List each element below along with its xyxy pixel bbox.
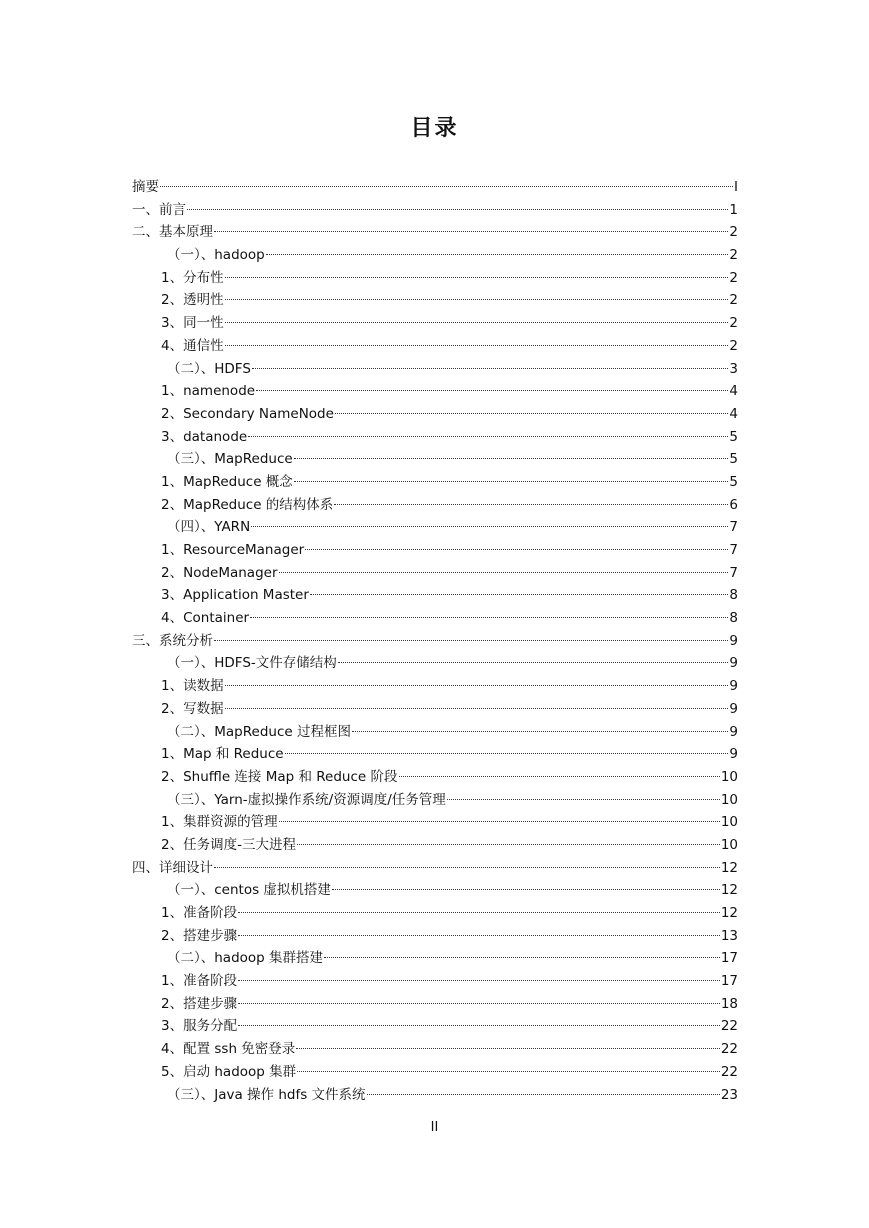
toc-entry-title: （一）、HDFS-文件存储结构 [167, 655, 337, 672]
toc-entry-title: 3、datanode [161, 428, 248, 445]
toc-entry-title: 1、MapReduce 概念 [161, 473, 293, 490]
dot-leader [238, 912, 720, 913]
toc-entry[interactable] [132, 1015, 738, 1038]
toc-entry-page: 10 [720, 791, 738, 808]
toc-entry-page: 9 [729, 700, 738, 717]
toc-entry-page: 5 [729, 428, 738, 445]
toc-entry-title: 1、分布性 [161, 269, 224, 286]
toc-entry[interactable] [132, 857, 738, 880]
dot-leader [187, 209, 728, 210]
toc-entry[interactable] [132, 607, 738, 630]
dot-leader [324, 957, 720, 958]
toc-entry[interactable] [132, 244, 738, 267]
dot-leader [225, 708, 729, 709]
toc-entry-page: 9 [729, 723, 738, 740]
toc-entry-title: 1、ResourceManager [161, 542, 305, 558]
toc-entry-page: 2 [729, 224, 738, 241]
toc-entry[interactable] [132, 1038, 738, 1061]
toc-entry-title: （四）、YARN [167, 519, 251, 536]
toc-entry-page: 10 [720, 768, 738, 785]
dot-leader [335, 413, 728, 414]
toc-entry-title: （三）、Yarn-虚拟操作系统/资源调度/任务管理 [167, 791, 446, 808]
toc-entry[interactable] [132, 176, 738, 199]
dot-leader [256, 390, 728, 391]
page-number: II [430, 1120, 439, 1135]
toc-entry-page: 13 [720, 927, 738, 944]
toc-entry-title: 三、系统分析 [132, 632, 213, 649]
toc-entry-page: 6 [729, 496, 738, 513]
toc-entry[interactable] [132, 562, 738, 585]
toc-entry-page: 18 [720, 995, 738, 1012]
toc-entry-page: 17 [720, 973, 738, 990]
dot-leader [225, 322, 729, 323]
toc-entry[interactable] [132, 902, 738, 925]
toc-entry[interactable] [132, 789, 738, 812]
toc-entry[interactable] [132, 743, 738, 766]
toc-entry-title: 一、前言 [132, 201, 186, 218]
toc-entry-title: （二）、MapReduce 过程框图 [167, 723, 351, 740]
toc-entry-title: 1、准备阶段 [161, 905, 238, 921]
dot-leader [214, 640, 728, 641]
toc-entry-title: 3、Application Master [161, 587, 309, 604]
dot-leader [367, 1094, 720, 1095]
dot-leader [334, 504, 728, 505]
toc-entry[interactable] [132, 652, 738, 675]
toc-entry[interactable] [132, 380, 738, 403]
toc-entry-page: 12 [720, 859, 738, 876]
toc-entry-page: 2 [729, 269, 738, 286]
dot-leader [296, 1048, 720, 1049]
toc-entry[interactable] [132, 1084, 738, 1107]
toc-entry-title: （三）、MapReduce [167, 451, 293, 468]
dot-leader [225, 299, 729, 300]
dot-leader [294, 458, 729, 459]
toc-entry-page: 3 [729, 360, 738, 377]
dot-leader [285, 753, 729, 754]
toc-entry[interactable] [132, 698, 738, 721]
dot-leader [305, 549, 728, 550]
dot-leader [352, 731, 728, 732]
toc-entry-page: 2 [729, 292, 738, 309]
dot-leader [447, 799, 720, 800]
toc-entry-title: （三）、Java 操作 hdfs 文件系统 [167, 1086, 366, 1103]
toc-entry-page: 9 [729, 655, 738, 672]
toc-entry-title: 4、通信性 [161, 337, 224, 354]
toc-entry-page: 5 [729, 451, 738, 468]
dot-leader [252, 368, 729, 369]
toc-entry[interactable] [132, 970, 738, 993]
toc-entry-title: 二、基本原理 [132, 224, 213, 241]
toc-entry-page: 8 [729, 587, 738, 604]
toc-entry[interactable] [132, 766, 738, 789]
toc-entry-title: 2、Secondary NameNode [161, 405, 334, 422]
dot-leader [338, 662, 729, 663]
dot-leader [225, 345, 729, 346]
toc-entry-page: 9 [729, 632, 738, 649]
toc-entry-title: （二）、HDFS [167, 360, 251, 377]
dot-leader [266, 254, 729, 255]
toc-entry[interactable] [132, 471, 738, 494]
toc-entry-title: 2、写数据 [161, 700, 224, 717]
toc-entry-page: 17 [720, 950, 738, 967]
toc-entry-page: 22 [720, 1018, 738, 1035]
toc-entry-page: 22 [720, 1063, 738, 1080]
toc-entry[interactable] [132, 289, 738, 312]
toc-entry-title: 2、搭建步骤 [161, 927, 238, 944]
toc-entry-title: 2、NodeManager [161, 564, 278, 581]
toc-entry-title: （二）、hadoop 集群搭建 [167, 950, 324, 967]
toc-entry-title: 2、MapReduce 的结构体系 [161, 496, 334, 513]
dot-leader [238, 980, 720, 981]
dot-leader [310, 594, 728, 595]
dot-leader [294, 481, 729, 482]
toc-entry-page: 4 [729, 405, 738, 422]
toc-entry[interactable] [132, 721, 738, 744]
toc-entry-title: 2、任务调度-三大进程 [161, 836, 296, 853]
toc-entry-title: 4、配置 ssh 免密登录 [161, 1041, 296, 1058]
toc-entry-page: 10 [720, 836, 738, 853]
toc-entry-title: 1、集群资源的管理 [161, 814, 278, 831]
toc-entry-page: 7 [729, 564, 738, 581]
toc-entry-title: 1、namenode [161, 383, 256, 400]
toc-entry-page: 7 [729, 519, 738, 536]
toc-entry-title: 1、Map 和 Reduce [161, 746, 284, 763]
toc-entry-title: 4、Container [161, 610, 250, 627]
dot-leader [399, 776, 720, 777]
dot-leader [214, 231, 728, 232]
toc-entry[interactable] [132, 199, 738, 222]
toc-entry-title: 摘要 [132, 179, 159, 195]
toc-entry-page: 5 [729, 473, 738, 490]
toc-entry[interactable] [132, 811, 738, 834]
toc-entry-page: 12 [720, 905, 738, 921]
toc-entry-page: 9 [729, 678, 738, 695]
toc-entry-title: 1、准备阶段 [161, 973, 238, 990]
toc-entry-page: 8 [729, 610, 738, 627]
toc-entry-title: 5、启动 hadoop 集群 [161, 1063, 297, 1080]
toc-entry[interactable] [132, 426, 738, 449]
toc-entry-page: 7 [729, 542, 738, 558]
toc-entry[interactable] [132, 879, 738, 902]
toc-entry-page: 2 [729, 337, 738, 354]
dot-leader [297, 1071, 720, 1072]
toc-entry[interactable] [132, 834, 738, 857]
toc-entry[interactable] [132, 358, 738, 381]
dot-leader [297, 844, 720, 845]
toc-entry[interactable] [132, 539, 738, 562]
dot-leader [279, 821, 720, 822]
toc-entry[interactable] [132, 584, 738, 607]
dot-leader [279, 572, 729, 573]
toc-entry[interactable] [132, 494, 738, 517]
toc-entry-page: 12 [720, 882, 738, 899]
toc-entry-title: 3、服务分配 [161, 1018, 238, 1035]
toc-entry[interactable] [132, 630, 738, 653]
toc-entry[interactable] [132, 403, 738, 426]
toc-entry-title: 3、同一性 [161, 315, 224, 332]
toc-entry[interactable] [132, 947, 738, 970]
toc-entry[interactable] [132, 312, 738, 335]
toc-entry[interactable] [132, 221, 738, 244]
dot-leader [214, 867, 720, 868]
dot-leader [238, 935, 720, 936]
toc-entry[interactable] [132, 925, 738, 948]
dot-leader [332, 889, 720, 890]
toc-entry-title: （一）、hadoop [167, 247, 265, 264]
toc-entry-page: 2 [729, 247, 738, 264]
dot-leader [225, 685, 729, 686]
toc-entry[interactable] [132, 993, 738, 1016]
toc-entry-page: 4 [729, 383, 738, 400]
toc-entry[interactable] [132, 675, 738, 698]
toc-entry-title: 四、详细设计 [132, 859, 213, 876]
toc-entry-page: 2 [729, 315, 738, 332]
dot-leader [225, 277, 729, 278]
toc-entry-page: 1 [729, 201, 738, 218]
toc-entry-page: 10 [720, 814, 738, 831]
toc-entry[interactable] [132, 516, 738, 539]
toc-entry[interactable] [132, 1061, 738, 1084]
toc-entry-title: （一）、centos 虚拟机搭建 [167, 882, 331, 899]
toc-entry[interactable] [132, 448, 738, 471]
dot-leader [238, 1025, 720, 1026]
toc-entry-page: 23 [720, 1086, 738, 1103]
dot-leader [251, 526, 728, 527]
dot-leader [250, 617, 728, 618]
toc-entry[interactable] [132, 335, 738, 358]
toc-entry-title: 2、Shuffle 连接 Map 和 Reduce 阶段 [161, 768, 398, 785]
dot-leader [160, 186, 733, 187]
toc-entry-page: 22 [720, 1041, 738, 1058]
toc-entry[interactable] [132, 267, 738, 290]
toc-entry-title: 1、读数据 [161, 678, 224, 695]
toc-entry-page: 9 [729, 746, 738, 763]
dot-leader [248, 436, 728, 437]
toc-entry-page: I [734, 179, 738, 195]
dot-leader [238, 1003, 720, 1004]
toc-entry-title: 2、搭建步骤 [161, 995, 238, 1012]
table-of-contents [132, 176, 738, 1106]
page-title: 目录 [410, 116, 459, 141]
toc-entry-title: 2、透明性 [161, 292, 224, 309]
